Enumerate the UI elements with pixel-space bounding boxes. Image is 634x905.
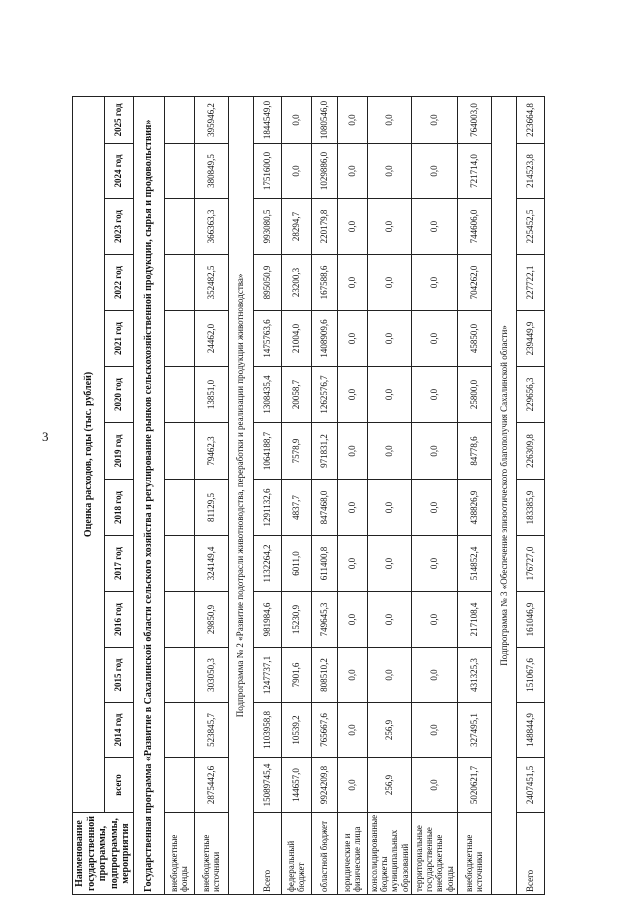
value-cell: 183385,9 (516, 480, 544, 536)
value-cell: 214523,8 (516, 144, 544, 199)
value-cell: 847468,0 (311, 480, 337, 536)
year-header: 2019 год (104, 423, 133, 480)
value-cell: 971831,2 (311, 423, 337, 480)
year-header: 2024 год (104, 144, 133, 199)
value-cell: 2875442,6 (194, 758, 228, 813)
value-cell: 0,0 (367, 199, 411, 255)
year-header: 2014 год (104, 703, 133, 758)
value-cell: 324149,4 (194, 536, 228, 592)
value-cell: 29850,9 (194, 592, 228, 648)
value-cell: 0,0 (367, 592, 411, 648)
value-cell: 438826,9 (457, 480, 491, 536)
table-row (311, 96, 337, 894)
value-cell: 10539,2 (281, 703, 311, 758)
value-cell: 0,0 (411, 758, 457, 813)
value-cell: 366363,3 (194, 199, 228, 255)
value-cell: 0,0 (337, 255, 367, 311)
value-cell: 0,0 (337, 592, 367, 648)
value-cell: 0,0 (367, 255, 411, 311)
value-cell: 217108,4 (457, 592, 491, 648)
year-header: 2025 год (104, 96, 133, 143)
value-cell: 327495,1 (457, 703, 491, 758)
value-cell: 352482,5 (194, 255, 228, 311)
value-cell: 151067,6 (516, 648, 544, 703)
value-cell: 704262,0 (457, 255, 491, 311)
value-cell: 4837,7 (281, 480, 311, 536)
value-cell: 0,0 (411, 96, 457, 143)
value-cell: 23200,3 (281, 255, 311, 311)
value-cell: 1308435,4 (253, 367, 281, 423)
value-cell (164, 96, 194, 143)
value-cell: 7901,6 (281, 648, 311, 703)
value-cell: 523845,7 (194, 703, 228, 758)
value-cell: 721714,0 (457, 144, 491, 199)
row-label: областной бюджет (311, 813, 337, 895)
value-cell: 744606,0 (457, 199, 491, 255)
value-cell: 167588,6 (311, 255, 337, 311)
page-number: 3 (42, 429, 49, 444)
value-cell: 993080,5 (253, 199, 281, 255)
value-cell: 1291132,6 (253, 480, 281, 536)
subprogram-2-title-row (228, 96, 253, 894)
value-cell: 256,9 (367, 703, 411, 758)
value-cell: 0,0 (367, 144, 411, 199)
value-cell: 24462,0 (194, 311, 228, 367)
table-body (133, 96, 544, 894)
value-cell: 0,0 (337, 96, 367, 143)
value-cell: 380849,5 (194, 144, 228, 199)
value-cell: 7578,9 (281, 423, 311, 480)
value-cell: 0,0 (367, 480, 411, 536)
value-cell: 144657,0 (281, 758, 311, 813)
value-cell: 0,0 (367, 367, 411, 423)
value-cell: 1132264,2 (253, 536, 281, 592)
value-cell (164, 536, 194, 592)
value-cell: 0,0 (411, 367, 457, 423)
value-cell: 1475763,6 (253, 311, 281, 367)
expenditure-table (72, 96, 545, 895)
value-cell: 611400,8 (311, 536, 337, 592)
value-cell: 0,0 (337, 648, 367, 703)
table-row (457, 96, 491, 894)
value-cell: 226309,8 (516, 423, 544, 480)
value-cell: 5020621,7 (457, 758, 491, 813)
value-cell: 0,0 (411, 255, 457, 311)
table-row (367, 96, 411, 894)
table-row (164, 96, 194, 894)
row-label: внебюджетные фонды (164, 813, 194, 895)
year-header: 2023 год (104, 199, 133, 255)
value-cell (164, 703, 194, 758)
value-cell: 15089745,4 (253, 758, 281, 813)
value-cell: 256,9 (367, 758, 411, 813)
subprogram-3-title: Подпрограмма № 3 «Обеспечение эпизоотического благополучия Сахалинской области» (491, 96, 516, 894)
value-cell: 0,0 (337, 367, 367, 423)
row-label: Всего (253, 813, 281, 895)
value-cell: 303050,3 (194, 648, 228, 703)
value-cell: 1103958,8 (253, 703, 281, 758)
value-cell: 45850,0 (457, 311, 491, 367)
value-cell: 808510,2 (311, 648, 337, 703)
value-cell: 1408909,6 (311, 311, 337, 367)
row-label: юридические и физические лица (337, 813, 367, 895)
value-cell: 0,0 (411, 199, 457, 255)
year-header: 2022 год (104, 255, 133, 311)
value-cell: 84778,6 (457, 423, 491, 480)
value-cell: 6011,0 (281, 536, 311, 592)
value-cell: 1844549,0 (253, 96, 281, 143)
value-cell: 225452,5 (516, 199, 544, 255)
value-cell: 15230,9 (281, 592, 311, 648)
value-cell (164, 144, 194, 199)
table-row (337, 96, 367, 894)
value-cell (164, 255, 194, 311)
value-cell: 0,0 (281, 144, 311, 199)
value-cell: 13851,0 (194, 367, 228, 423)
value-cell: 749645,3 (311, 592, 337, 648)
value-cell: 1751600,0 (253, 144, 281, 199)
value-cell: 0,0 (411, 480, 457, 536)
table-row (516, 96, 544, 894)
value-cell (164, 648, 194, 703)
value-cell: 1029886,0 (311, 144, 337, 199)
value-cell: 239449,9 (516, 311, 544, 367)
value-cell: 0,0 (411, 648, 457, 703)
value-cell: 0,0 (367, 648, 411, 703)
value-cell: 1064188,7 (253, 423, 281, 480)
value-cell: 229656,3 (516, 367, 544, 423)
value-cell: 0,0 (337, 311, 367, 367)
value-cell: 81129,5 (194, 480, 228, 536)
value-cell: 0,0 (411, 536, 457, 592)
value-cell (164, 758, 194, 813)
year-header: 2018 год (104, 480, 133, 536)
value-cell: 176727,0 (516, 536, 544, 592)
value-cell: 765667,6 (311, 703, 337, 758)
value-cell (164, 367, 194, 423)
value-cell: 0,0 (337, 199, 367, 255)
program-title-row (133, 96, 164, 894)
value-cell: 21004,0 (281, 311, 311, 367)
row-label: внебюджетные источники (457, 813, 491, 895)
subprogram-2-title: Подпрограмма № 2 «Развитие подотрасли животноводства, переработки и реализации продукции животноводства» (228, 96, 253, 894)
value-cell: 0,0 (281, 96, 311, 143)
row-label: консолидированные бюджеты муниципальных образований (367, 813, 411, 895)
value-cell: 0,0 (411, 592, 457, 648)
value-cell (164, 199, 194, 255)
value-cell: 514852,4 (457, 536, 491, 592)
value-cell: 764003,0 (457, 96, 491, 143)
value-cell: 0,0 (411, 423, 457, 480)
value-cell: 1262576,7 (311, 367, 337, 423)
value-cell (164, 592, 194, 648)
name-column-header: Наименование государственной программы, подпрограммы, мероприятия (73, 813, 134, 895)
value-cell: 0,0 (337, 758, 367, 813)
value-cell: 161046,9 (516, 592, 544, 648)
value-cell: 227722,1 (516, 255, 544, 311)
row-label: внебюджетные источники (194, 813, 228, 895)
year-header: 2017 год (104, 536, 133, 592)
value-cell: 0,0 (367, 311, 411, 367)
header-row-top (73, 96, 105, 894)
value-cell: 220179,8 (311, 199, 337, 255)
value-cell: 0,0 (337, 703, 367, 758)
value-cell: 223664,8 (516, 96, 544, 143)
year-header: 2021 год (104, 311, 133, 367)
value-cell: 2407451,5 (516, 758, 544, 813)
value-cell: 25800,0 (457, 367, 491, 423)
value-cell: 0,0 (411, 703, 457, 758)
year-header: всего (104, 758, 133, 813)
value-cell: 895050,9 (253, 255, 281, 311)
subprogram-3-title-row (491, 96, 516, 894)
value-cell: 79462,3 (194, 423, 228, 480)
value-cell: 0,0 (367, 96, 411, 143)
table-row (281, 96, 311, 894)
value-cell: 28294,7 (281, 199, 311, 255)
value-cell: 20058,7 (281, 367, 311, 423)
year-header: 2016 год (104, 592, 133, 648)
row-label: территориальные государственные внебюджетные фонды (411, 813, 457, 895)
table-row (194, 96, 228, 894)
value-cell: 0,0 (411, 144, 457, 199)
program-title: Государственная программа «Развитие в Сахалинской области сельского хозяйства и регулирование рынков сельскохозяйственной продукции, сырья и продовольствия» (133, 96, 164, 894)
value-cell: 0,0 (337, 480, 367, 536)
value-cell: 0,0 (337, 536, 367, 592)
value-cell: 148844,9 (516, 703, 544, 758)
value-cell (164, 423, 194, 480)
value-cell: 1247737,1 (253, 648, 281, 703)
table-row (253, 96, 281, 894)
value-cell (164, 480, 194, 536)
value-cell: 981984,6 (253, 592, 281, 648)
value-cell (164, 311, 194, 367)
rotated-table-container (72, 98, 568, 895)
year-header: 2015 год (104, 648, 133, 703)
value-cell: 9924209,8 (311, 758, 337, 813)
table-row (411, 96, 457, 894)
row-label: федеральный бюджет (281, 813, 311, 895)
value-cell: 0,0 (367, 423, 411, 480)
value-cell: 0,0 (337, 144, 367, 199)
value-cell: 395946,2 (194, 96, 228, 143)
row-label: Всего (516, 813, 544, 895)
year-header-row (104, 96, 133, 894)
value-cell: 1080546,0 (311, 96, 337, 143)
year-header: 2020 год (104, 367, 133, 423)
value-cell: 0,0 (367, 536, 411, 592)
estimate-title: Оценка расходов, годы (тыс. рублей) (73, 96, 105, 812)
value-cell: 0,0 (337, 423, 367, 480)
value-cell: 0,0 (411, 311, 457, 367)
value-cell: 431325,3 (457, 648, 491, 703)
